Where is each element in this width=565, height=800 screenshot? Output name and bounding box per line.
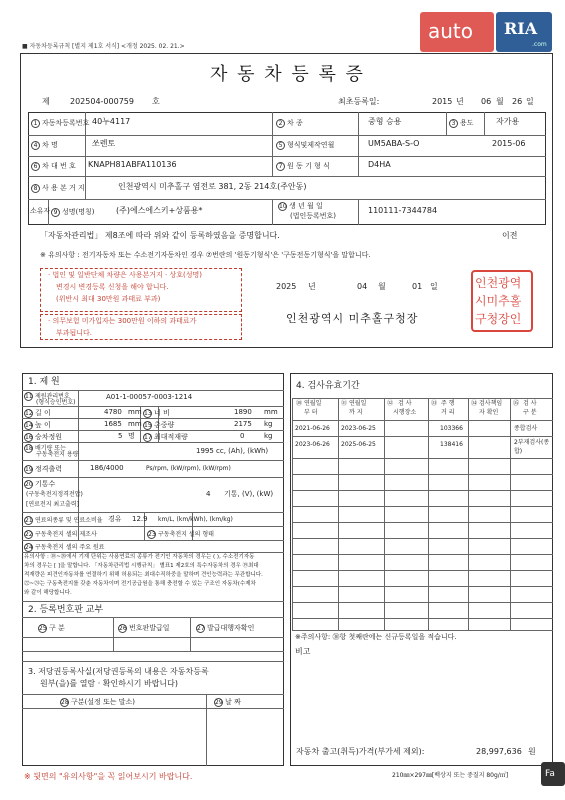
insp-row2-km: 138416 <box>440 441 463 448</box>
issue-year: 2025 <box>276 282 297 291</box>
office-seal <box>471 270 533 332</box>
r11-label2: (형식승인번호) <box>36 399 76 406</box>
length-unit: mm <box>128 408 142 416</box>
first-reg-label: 최초등록일: <box>338 97 380 106</box>
r19-label: 19 정격출력 <box>25 465 63 473</box>
f10-sublabel: (법인등록번호) <box>290 212 337 220</box>
doc-number-label: 제 <box>42 97 50 106</box>
max-load-value: 0 <box>240 432 245 440</box>
first-reg-m: 월 <box>496 97 504 106</box>
col-33-line1: 주 행 <box>441 400 455 407</box>
spec-note-3: 적재량은 피견인자동차를 연결하기 위해 허용되는 최대수직하중을 말하며 견인능력과는 무관합니다. <box>24 572 263 578</box>
plate-col-26: 26 번호판발급일 <box>119 624 170 632</box>
max-load-unit: kg <box>264 432 273 440</box>
rated-output-unit: Ps/rpm, (kW/rpm), (kW/rpm) <box>146 465 231 472</box>
manufacture-date: 2015-06 <box>492 139 526 148</box>
caution-text: ※ 유의사항 : 전기자동차 또는 수소전기자동차인 경우 ⑦번란의 '원동기형식'은 '구동전동기형식'을 말합니다. <box>40 251 371 259</box>
corner-badge-text: Fa <box>545 769 555 779</box>
col-32-line1: 검 사 <box>398 400 412 407</box>
displacement-unit: cc, (Ah), (kWh) <box>216 447 269 455</box>
footer-notice: ※ 뒷면의 "유의사항"을 꼭 읽어보시기 바랍니다. <box>24 772 193 781</box>
r20-label3: [연료전지 최고출력] <box>26 501 79 508</box>
fuel-efficiency: 12.9 <box>132 515 148 523</box>
spec-approval-number: A01-1-00057-0003-1214 <box>106 393 193 401</box>
col-34-line2: 자 확인 <box>479 409 499 416</box>
certify-text: 「자동차관리법」 제8조에 따라 위와 같이 등록하였음을 증명합니다. <box>40 231 280 240</box>
r16-label: 16 승차정원 <box>25 433 63 441</box>
issuing-office: 인천광역시 미추홀구청장 <box>286 312 419 325</box>
gross-weight-unit: kg <box>264 420 273 428</box>
paper-size: 210㎜×297㎜[백상지 또는 중질지 80g/㎡] <box>392 772 509 779</box>
r14-label: 14 높 이 <box>25 421 51 429</box>
r20-label2: (구동축전지정격전압) <box>26 491 83 498</box>
usage: 자가용 <box>496 117 520 126</box>
col-34-line1: 검사책임 <box>479 400 503 407</box>
vin: KNAPH81ABFA110136 <box>88 160 177 169</box>
cylinders-unit: 기통, (V), (kW) <box>224 490 274 498</box>
col-32-line2: 시행장소 <box>393 409 417 416</box>
r15-label: 15 총중량 <box>144 421 175 429</box>
plate-header: 2. 등록번호판 교부 <box>28 605 104 615</box>
r18-label2: 구동축전지 용량 <box>36 451 79 458</box>
watermark-com-text: .com <box>532 41 547 48</box>
col-33-num: ㉝ <box>431 400 438 407</box>
price-value: 28,997,636 <box>476 747 522 756</box>
registration-number: 40누4117 <box>92 117 131 126</box>
col-31-num: ㉛ <box>341 400 348 407</box>
regulation-note: ■ 자동차등록규칙 [별지 제1호 서식] <개정 2025. 02. 21.> <box>22 43 185 50</box>
owner-label: 소유자 <box>30 207 51 215</box>
f7-label: 7 원 동 기 형 식 <box>276 162 330 171</box>
notice1-line1: · 법인 및 일반단체 차량은 사용본거지 · 상호(성명) <box>48 271 202 279</box>
gross-weight-value: 2175 <box>234 420 252 428</box>
r21-label: 21 연료의종류 및 연료소비율 <box>25 517 103 524</box>
first-reg-month: 06 <box>481 97 492 106</box>
notice2-line2: 부과됩니다. <box>56 329 93 337</box>
lien-header-2: 원부(을)를 열람 · 확인하시기 바랍니다) <box>40 679 178 688</box>
f1-label: 1 자동차등록번호 <box>31 119 89 128</box>
width-unit: mm <box>264 408 278 416</box>
fuel-type: 경유 <box>108 515 122 523</box>
spec-note-2: 차의 경우는 [ ]을 말합니다. 「자동차관리법 시행규칙」 별표1 제2호의 특수자동차의 경우 ⑲최대 <box>24 563 259 569</box>
owner-birth: 110111-7344784 <box>368 206 438 215</box>
seal-line-1: 인천광역 <box>475 276 522 290</box>
plate-col-25: 25 구 분 <box>39 624 65 632</box>
col-32-num: ㉜ <box>387 400 394 407</box>
r18-label1: 18 배기량 또는 <box>25 445 66 452</box>
col-35-line2: 구 분 <box>523 409 537 416</box>
price-unit: 원 <box>528 747 536 756</box>
model-code: UM5ABA-S-O <box>368 139 420 148</box>
spec-note-1: 유의사항 : ⑱~⑳에서 기재 단위는 사용연료의 종류가 전기인 자동차의 경우는 ( ), 수소전기자동 <box>24 554 255 560</box>
r17-label: 17 최대적재량 <box>144 433 188 441</box>
spec-note-5: 와 같이 해당합니다. <box>24 590 72 596</box>
certify-right: 이전 <box>502 231 518 240</box>
capacity-value: 5 <box>118 432 123 440</box>
spec-note-4: ㉒~㉔는 구동축전지를 갖춘 자동차이며 전기공급원을 통해 충전할 수 있는 구조인 자동차(수제차 <box>24 581 256 587</box>
base-address: 인천광역시 미추홀구 염전로 381, 2동 214호(주안동) <box>118 182 307 191</box>
insp-row1-km: 103366 <box>440 425 463 432</box>
r13-label: 13 너 비 <box>144 409 170 417</box>
price-label: 자동차 출고(취득)가격(부가세 제외): <box>296 747 425 756</box>
watermark-ria-box <box>496 12 552 52</box>
col-30-line1: 연월일 <box>304 400 322 407</box>
height-unit: mm <box>128 420 142 428</box>
r23-label: 23 구동축전지 셀의 형태 <box>148 531 214 538</box>
col-35-line1: 검 사 <box>523 400 537 407</box>
col-31-line1: 연월일 <box>349 400 367 407</box>
vehicle-type: 중형 승용 <box>368 117 402 126</box>
r24-label: 24 구동축전지 셀의 주요 원료 <box>25 544 105 551</box>
issue-y: 년 <box>308 282 316 291</box>
watermark-auto-box <box>420 12 494 52</box>
corner-badge[interactable] <box>541 762 565 786</box>
col-30-line2: 부 터 <box>304 409 318 416</box>
col-30-num: ㉚ <box>296 400 303 407</box>
lien-col-28: 28 구분(설정 또는 말소) <box>61 698 136 706</box>
spec-header: 1. 제 원 <box>28 377 60 387</box>
width-value: 1890 <box>234 408 252 416</box>
f2-label: 2 차 종 <box>276 119 303 128</box>
insp-row2-kind: 2부재검사(종합) <box>514 439 550 455</box>
cylinders-value: 4 <box>206 490 211 498</box>
r12-label: 12 길 이 <box>25 409 51 417</box>
insp-row1-kind: 종합검사 <box>514 425 538 432</box>
first-reg-day: 26 <box>512 97 523 106</box>
watermark-ria-text: RIA <box>504 19 538 38</box>
seal-line-2: 시미추홀 <box>475 294 522 308</box>
notice1-line2: 변경시 변경등록 신청을 해야 합니다. <box>56 283 169 291</box>
lien-header-1: 3. 저당권등록사실(저당권등록의 내용은 자동차등록 <box>28 667 209 676</box>
vehicle-name: 쏘렌토 <box>92 139 116 148</box>
insp-row2-from: 2023-06-26 <box>295 441 330 448</box>
remarks-label: 비고 <box>295 647 311 656</box>
doc-number-suffix: 호 <box>152 97 160 106</box>
fuel-efficiency-unit: km/L, (km/kWh), (km/kg) <box>158 516 233 523</box>
capacity-unit: 명 <box>128 432 135 440</box>
first-reg-y: 년 <box>456 97 464 106</box>
notice2-line1: · 의무보험 미가입자는 300만원 이하의 과태료가 <box>48 317 197 325</box>
notice1-line3: (위반시 최대 30만원 과태료 부과) <box>56 295 161 303</box>
length-value: 4780 <box>104 408 122 416</box>
issue-month: 04 <box>357 282 368 291</box>
displacement-value: 1995 <box>196 447 214 455</box>
r11-label1: 11 제원관리번호 <box>25 393 70 400</box>
owner-name: (주)에스에스키+상품용* <box>116 206 203 215</box>
f6-label: 6 차 대 번 호 <box>31 162 76 171</box>
watermark-auto-text: auto <box>428 19 474 43</box>
insp-row2-to: 2025-06-25 <box>341 441 376 448</box>
insp-row1-from: 2021-06-26 <box>295 425 330 432</box>
r22-label: 22 구동축전지 셀의 제조사 <box>25 531 97 538</box>
f8-label: 8 사 용 본 거 지 <box>31 184 85 193</box>
f5-label: 5 형식및제작연월 <box>276 141 334 150</box>
f10-label: 10 생 년 월 일 <box>279 202 323 210</box>
f9-label: 9 성명(명칭) <box>51 208 95 217</box>
engine-type: D4HA <box>368 160 391 169</box>
document-title: 자 동 차 등 록 증 <box>210 64 365 85</box>
doc-number: 202504-000759 <box>70 97 134 106</box>
issue-day: 01 <box>412 282 423 291</box>
inspection-header: 4. 검사유효기간 <box>296 381 360 391</box>
col-33-line2: 거 리 <box>441 409 455 416</box>
height-value: 1685 <box>104 420 122 428</box>
seal-line-3: 구청장인 <box>475 312 522 326</box>
inspection-caution: ※주의사항: ㉚항 첫째란에는 신규등록일을 적습니다. <box>295 633 457 641</box>
f4-label: 4 차 명 <box>31 141 58 150</box>
issue-d: 일 <box>430 282 438 291</box>
insp-row1-to: 2023-06-25 <box>341 425 376 432</box>
plate-col-27: 27 발급대행자확인 <box>197 624 255 632</box>
first-reg-year: 2015 <box>432 97 453 106</box>
rated-output-value: 186/4000 <box>90 464 124 472</box>
first-reg-d: 일 <box>526 97 534 106</box>
col-34-num: ㉞ <box>471 400 478 407</box>
lien-col-29: 29 날 짜 <box>215 698 241 706</box>
issue-m: 월 <box>378 282 386 291</box>
f3-label: 3 용도 <box>449 119 474 128</box>
r20-label1: 20 기통수 <box>25 480 56 488</box>
col-31-line2: 까 지 <box>349 409 363 416</box>
col-35-num: ㉟ <box>513 400 520 407</box>
